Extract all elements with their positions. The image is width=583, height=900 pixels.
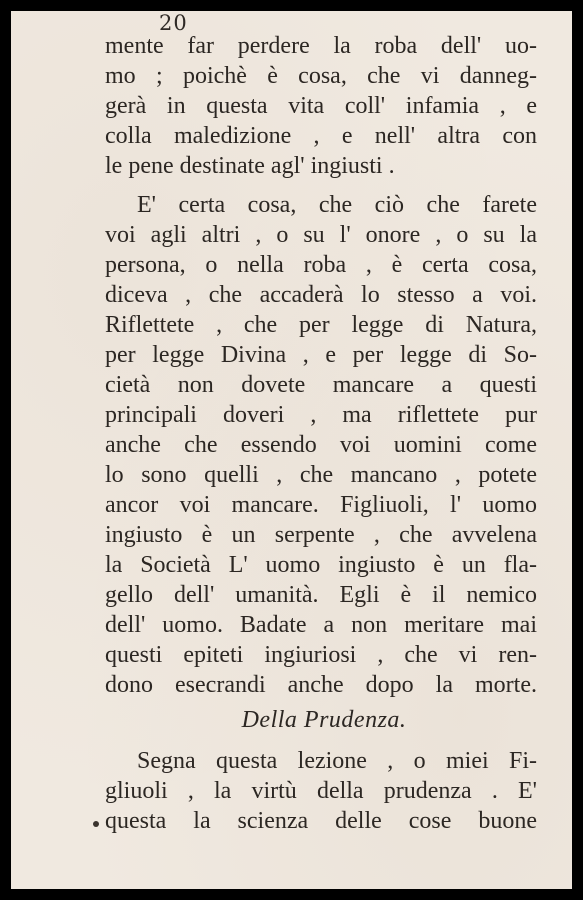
text-line: dono esecrandi anche dopo la morte. [105,672,537,698]
ink-speck [93,821,99,827]
book-page [11,11,572,889]
text-line: cietà non dovete mancare a questi [105,372,537,398]
paragraph-1 [105,31,537,181]
text-line: le pene destinate agl' ingiusti . [105,153,395,179]
text-line: voi agli altri , o su l' onore , o su la [105,222,537,248]
text-line: gliuoli , la virtù della prudenza . E' [105,778,537,804]
text-line: mo ; poichè è cosa, che vi danneg- [105,63,537,89]
text-line: E' certa cosa, che ciò che farete [137,192,537,218]
text-line: Riflettete , che per legge di Natura, [105,312,537,338]
text-line: anche che essendo voi uomini come [105,432,537,458]
text-line: ancor voi mancare. Figliuoli, l' uomo [105,492,537,518]
page-number: 20 [159,11,188,35]
page-text [105,31,537,836]
section-heading: Della Prudenza. [241,707,407,733]
text-line: persona, o nella roba , è certa cosa, [105,252,537,278]
text-line: lo sono quelli , che mancano , potete [105,462,537,488]
text-line: colla maledizione , e nell' altra con [105,123,537,149]
text-line: ingiusto è un serpente , che avvelena [105,522,537,548]
text-line: la Società L' uomo ingiusto è un fla- [105,552,537,578]
paragraph-2 [105,190,537,700]
text-line: Segna questa lezione , o miei Fi- [137,748,537,774]
text-line: diceva , che accaderà lo stesso a voi. [105,282,537,308]
text-line: questi epiteti ingiuriosi , che vi ren- [105,642,537,668]
paragraph-gap [105,181,537,190]
text-line: gerà in questa vita coll' infamia , e [105,93,537,119]
text-line: principali doveri , ma riflettete pur [105,402,537,428]
text-line: mente far perdere la roba dell' uo- [105,33,537,59]
text-line: gello dell' umanità. Egli è il nemico [105,582,537,608]
text-line: dell' uomo. Badate a non meritare mai [105,612,537,638]
text-line: per legge Divina , e per legge di So- [105,342,537,368]
paragraph-3 [105,746,537,836]
text-line: questa la scienza delle cose buone [105,808,537,834]
